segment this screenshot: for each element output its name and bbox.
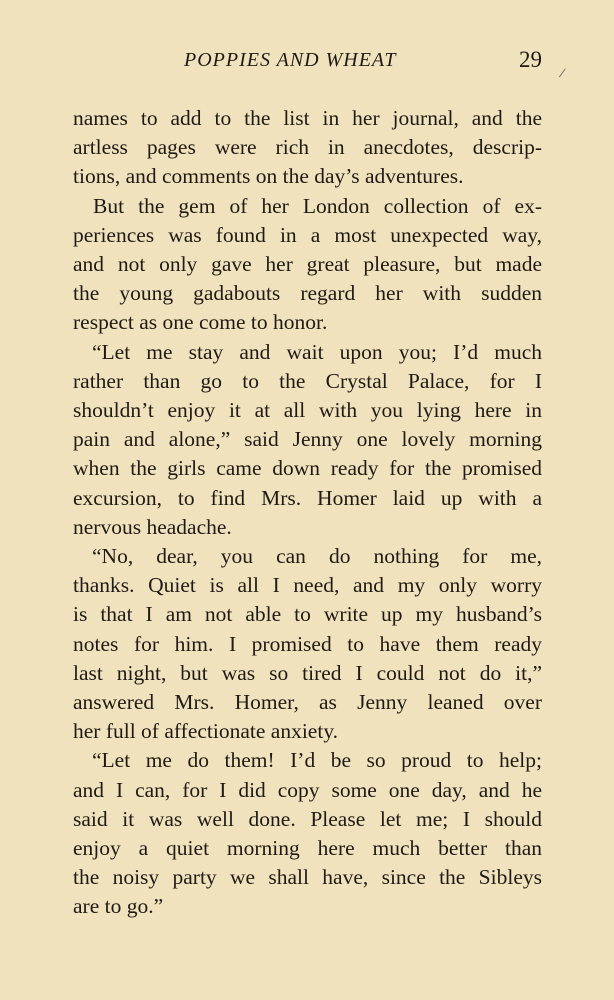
text-line: names to add to the list in her journal, and the [73,106,542,130]
text-line: But the gem of her London collection of ex- [93,193,542,218]
text-line: periences was found in a most unexpected way, [73,222,542,247]
text-line: her full of affectionate anxiety. [73,719,339,744]
text-line: “Let me do them! I’d be so proud to help; [92,748,542,773]
text-line: the young gadabouts regard her with sudden [73,281,542,306]
margin-mark: / [558,65,567,81]
text-line: last night, but was so tired I could not do it,” [73,660,542,685]
text-line: thanks. Quiet is all I need, and my only worry [73,573,542,598]
text-line: shouldn’t enjoy it at all with you lying here in [73,398,542,423]
text-line: is that I am not able to write up my husband’s [73,602,542,627]
text-line: excursion, to find Mrs. Homer laid up with a [73,485,542,510]
text-line: “No, dear, you can do nothing for me, [92,544,542,569]
text-line: tions, and comments on the day’s adventures. [73,164,464,189]
text-line: and I can, for I did copy some one day, and he [73,777,542,802]
page-header [72,49,542,75]
text-line: notes for him. I promised to have them ready [73,631,542,656]
text-line: enjoy a quiet morning here much better than [73,836,542,861]
text-line: are to go.” [73,894,164,919]
text-line: artless pages were rich in anecdotes, descrip- [73,135,542,160]
running-head: POPPIES AND WHEAT [184,49,397,71]
text-line: “Let me stay and wait upon you; I’d much [92,339,542,364]
text-line: nervous headache. [73,514,232,539]
page-number: 29 [519,47,542,72]
body-text [73,104,542,922]
text-line: and not only gave her great pleasure, but made [73,252,542,277]
text-line: rather than go to the Crystal Palace, for I [73,368,542,393]
text-line: said it was well done. Please let me; I should [73,806,542,831]
text-line: the noisy party we shall have, since the Sibleys [73,865,542,890]
text-line: respect as one come to honor. [73,310,328,335]
text-line: pain and alone,” said Jenny one lovely morning [73,427,542,452]
text-line: answered Mrs. Homer, as Jenny leaned over [73,690,542,715]
text-line: when the girls came down ready for the promised [73,456,542,481]
